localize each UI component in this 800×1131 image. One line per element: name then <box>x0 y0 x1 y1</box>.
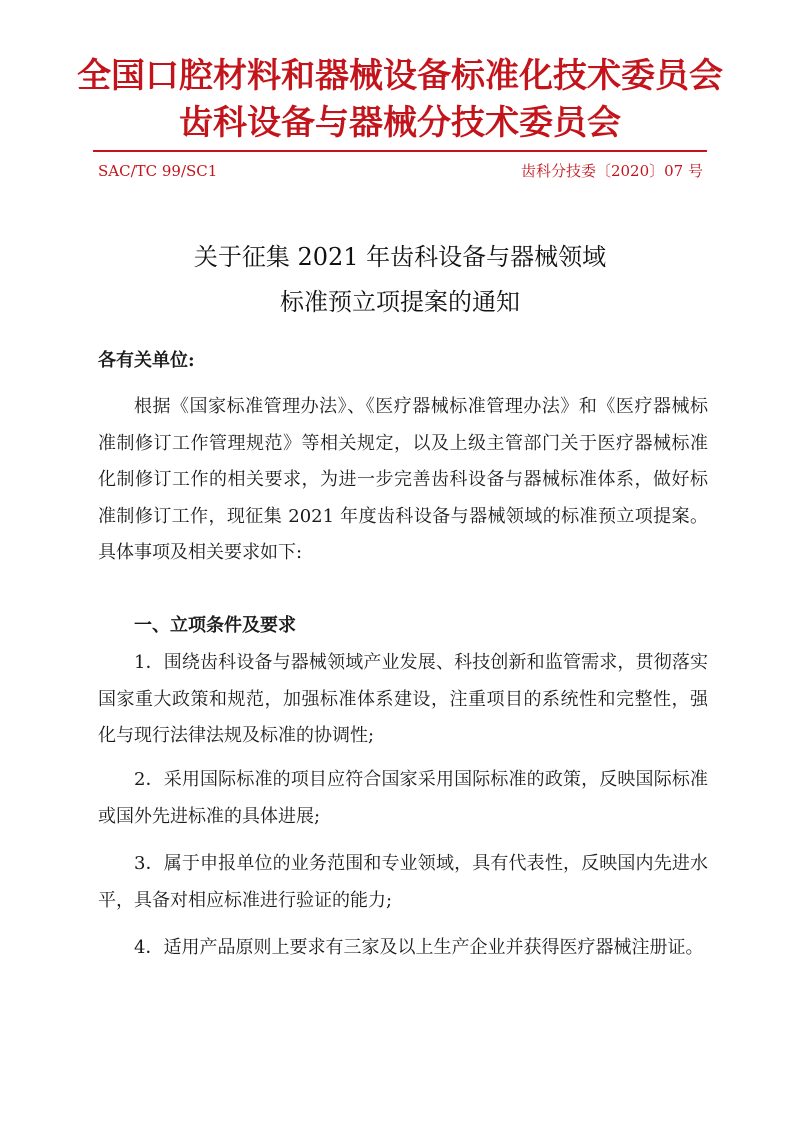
document-code: SAC/TC 99/SC1 <box>98 162 218 180</box>
letterhead-divider <box>93 150 707 152</box>
requirement-item-4: 4．适用产品原则上要求有三家及以上生产企业并获得医疗器械注册证。 <box>134 937 704 958</box>
section-heading: 一、立项条件及要求 <box>134 615 296 636</box>
organization-name-line2: 齿科设备与器械分技术委员会 <box>179 103 621 143</box>
requirement-item-3: 3．属于申报单位的业务范围和专业领域，具有代表性，反映国内先进水平，具备对相应标准进行验证的能力; <box>98 853 708 911</box>
requirement-item-2: 2．采用国际标准的项目应符合国家采用国际标准的政策，反映国际标准或国外先进标准的具体进展; <box>98 769 708 827</box>
organization-name-line1: 全国口腔材料和器械设备标准化技术委员会 <box>77 56 723 96</box>
notice-title-line2: 标准预立项提案的通知 <box>280 288 520 316</box>
intro-paragraph: 根据《国家标准管理办法》、《医疗器械标准管理办法》和《医疗器械标准制修订工作管理规范》等相关规定，以及上级主管部门关于医疗器械标准化制修订工作的相关要求，为进一步完善齿科设备与器械标准体系，做好标准制修订工作，现征集 2021 年度齿科设备与器械领域的标准预立项提案。具体事项及相关要求如下: <box>98 396 708 564</box>
salutation: 各有关单位: <box>98 350 195 371</box>
requirement-item-1: 1．围绕齿科设备与器械领域产业发展、科技创新和监管需求，贯彻落实国家重大政策和规范，加强标准体系建设，注重项目的系统性和完整性，强化与现行法律法规及标准的协调性; <box>98 652 708 747</box>
notice-title-line1: 关于征集 2021 年齿科设备与器械领域 <box>193 243 607 271</box>
document-number: 齿科分技委〔2020〕07 号 <box>520 162 703 180</box>
